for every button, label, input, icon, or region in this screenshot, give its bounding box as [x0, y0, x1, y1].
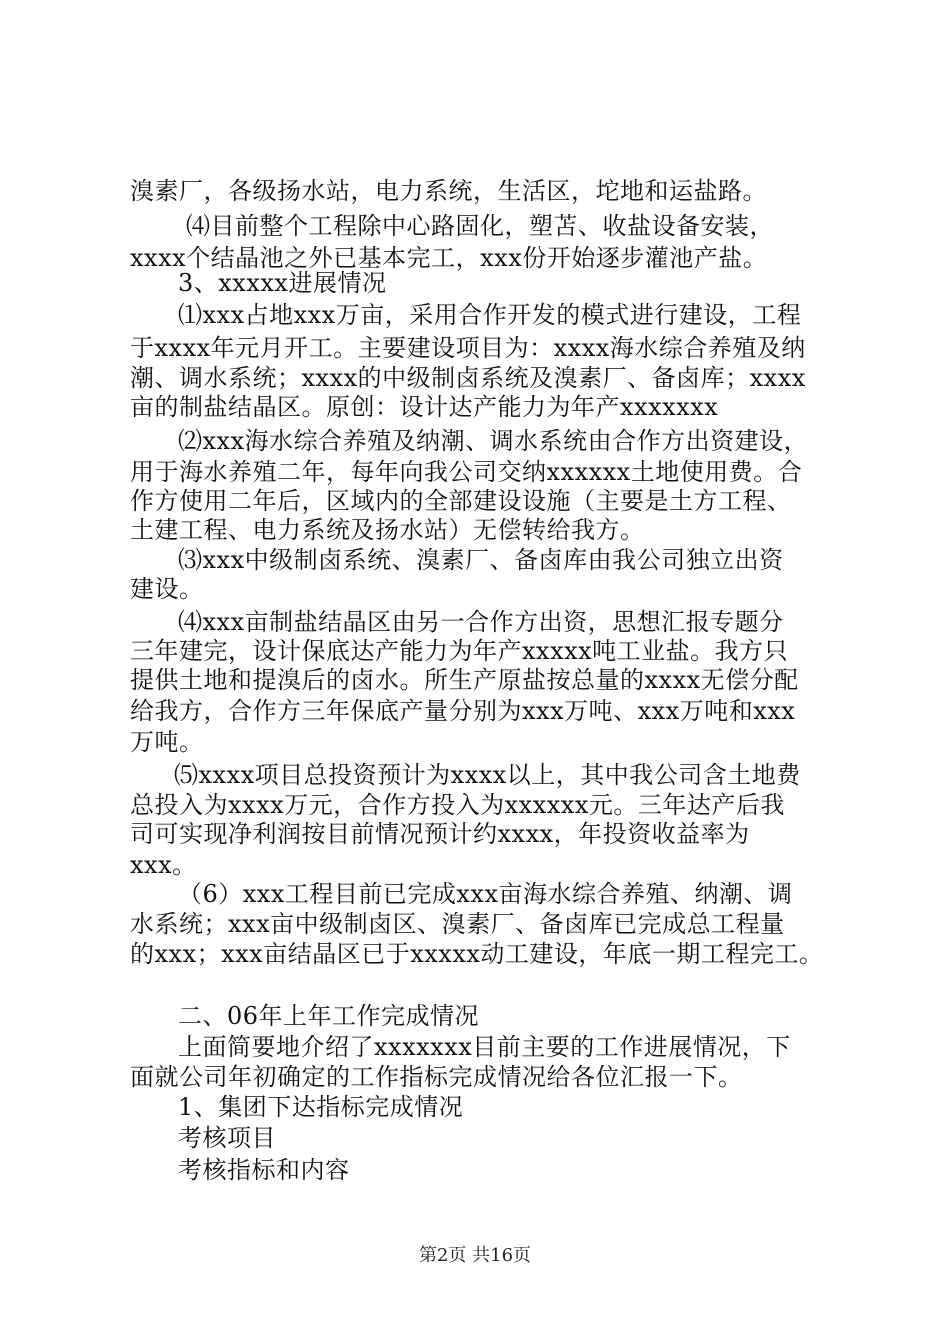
section-heading: 二、06年上年工作完成情况: [178, 1002, 480, 1030]
text-line: 面就公司年初确定的工作指标完成情况给各位汇报一下。: [130, 1063, 743, 1091]
text-line: 土建工程、电力系统及扬水站）无偿转给我方。: [130, 516, 645, 544]
text-line: 溴素厂，各级扬水站，电力系统，生活区，坨地和运盐路。: [130, 177, 767, 205]
text-line: ⑵xxx海水综合养殖及纳潮、调水系统由合作方出资建设，: [178, 427, 809, 455]
section-heading: 1、集团下达指标完成情况: [178, 1093, 464, 1121]
text-line: 上面简要地介绍了xxxxxxx目前主要的工作进展情况，下: [178, 1033, 791, 1061]
section-heading: 3、xxxxx进展情况: [178, 269, 387, 297]
text-line: ⑷xxx亩制盐结晶区由另一合作方出资，思想汇报专题分: [178, 608, 784, 636]
text-line: 用于海水养殖二年，每年向我公司交纳xxxxxx土地使用费。合: [130, 458, 803, 486]
text-line: 于xxxx年元月开工。主要建设项目为：xxxx海水综合养殖及纳: [130, 334, 806, 362]
text-line: 亩的制盐结晶区。原创：设计达产能力为年产xxxxxxx: [130, 393, 719, 421]
text-line: 万吨。: [130, 728, 204, 756]
text-line: xxx。: [130, 851, 197, 879]
text-line: 的xxx；xxx亩结晶区已于xxxxx动工建设，年底一期工程完工。: [130, 940, 824, 968]
text-line: 水系统；xxx亩中级制卤区、溴素厂、备卤库已完成总工程量: [130, 910, 785, 938]
text-line: 给我方，合作方三年保底产量分别为xxx万吨、xxx万吨和xxx: [130, 697, 796, 725]
text-line: 作方使用二年后，区域内的全部建设设施（主要是土方工程、: [130, 487, 792, 515]
text-line: 总投入为xxxx万元，合作方投入为xxxxxx元。三年达产后我: [130, 791, 785, 819]
text-line: 提供土地和提溴后的卤水。所生产原盐按总量的xxxx无偿分配: [130, 666, 799, 694]
text-line: ⑸xxxx项目总投资预计为xxxx以上，其中我公司含土地费: [174, 761, 801, 789]
text-line: 潮、调水系统；xxxx的中级制卤系统及溴素厂、备卤库；xxxx: [130, 364, 806, 392]
text-line: ⑴xxx占地xxx万亩，采用合作开发的模式进行建设，工程: [178, 301, 802, 329]
text-line: 三年建完，设计保底达产能力为年产xxxxx吨工业盐。我方只: [130, 637, 789, 665]
text-line: ⑷目前整个工程除中心路固化，塑苫、收盐设备安装，: [186, 212, 774, 240]
text-line: 考核项目: [178, 1124, 276, 1152]
text-line: xxxx个结晶池之外已基本完工，xxx份开始逐步灌池产盐。: [130, 244, 768, 272]
text-line: （6）xxx工程目前已完成xxx亩海水综合养殖、纳潮、调: [178, 880, 793, 908]
text-line: 考核指标和内容: [178, 1156, 350, 1184]
page-number-footer: 第2页 共16页: [418, 1245, 532, 1266]
text-line: 司可实现净利润按目前情况预计约xxxx，年投资收益率为: [130, 820, 750, 848]
text-line: 建设。: [130, 575, 204, 603]
text-line: ⑶xxx中级制卤系统、溴素厂、备卤库由我公司独立出资: [178, 546, 784, 574]
